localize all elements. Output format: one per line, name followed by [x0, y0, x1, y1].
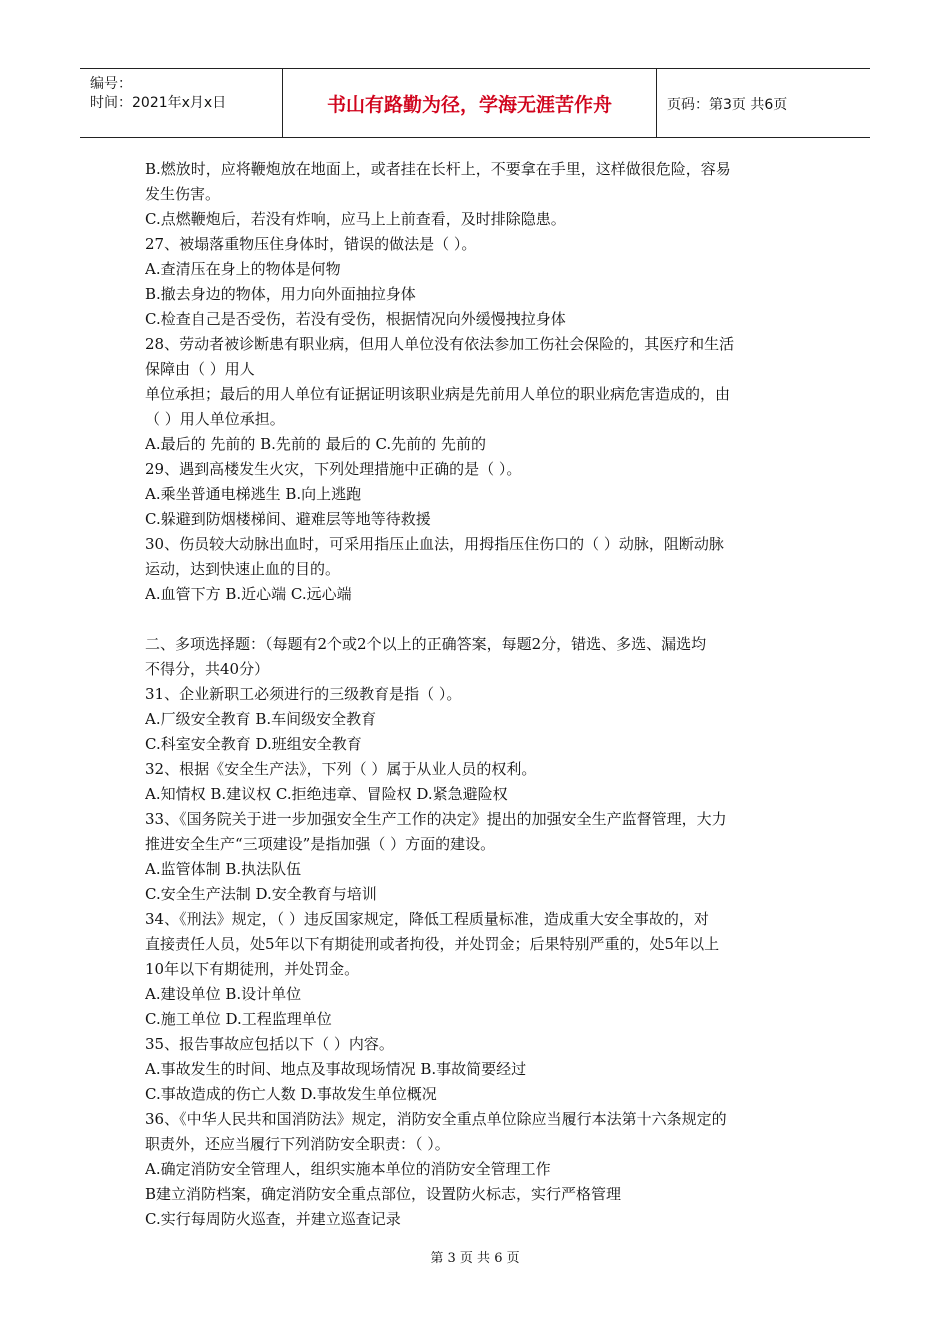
text-line: 28、劳动者被诊断患有职业病，但用人单位没有依法参加工伤社会保险的，其医疗和生活 [145, 335, 735, 353]
document-body [145, 157, 810, 1232]
text-line: A.事故发生的时间、地点及事故现场情况 B.事故简要经过 [145, 1060, 527, 1078]
text-line: A.最后的 先前的 B.先前的 最后的 C.先前的 先前的 [145, 435, 486, 453]
header-motto-cell [283, 69, 657, 137]
text-line: C.点燃鞭炮后，若没有炸响，应马上上前查看，及时排除隐患。 [145, 210, 566, 228]
text-line: 35、报告事故应包括以下（ ）内容。 [145, 1035, 394, 1053]
text-line: C.检查自己是否受伤，若没有受伤，根据情况向外缓慢拽拉身体 [145, 310, 566, 328]
text-line: 保障由（ ）用人 [145, 360, 255, 378]
text-line: 不得分，共40分） [145, 660, 270, 678]
text-line: （ ）用人单位承担。 [145, 410, 285, 428]
header-meta-cell [80, 69, 283, 137]
text-line: 34、《刑法》规定，（ ）违反国家规定，降低工程质量标准，造成重大安全事故的，对 [145, 910, 709, 928]
text-line: C.事故造成的伤亡人数 D.事故发生单位概况 [145, 1085, 437, 1103]
text-line: 30、伤员较大动脉出血时，可采用指压止血法，用拇指压住伤口的（ ）动脉，阻断动脉 [145, 535, 724, 553]
page-header [80, 68, 870, 138]
text-line: A.乘坐普通电梯逃生 B.向上逃跑 [145, 485, 362, 503]
text-line: 二、多项选择题：（每题有2个或2个以上的正确答案，每题2分，错选、多选、漏选均 [145, 635, 707, 653]
text-line: A.血管下方 B.近心端 C.远心端 [145, 585, 352, 603]
header-page-number: 页码：第3页 共6页 [667, 97, 788, 113]
text-line: 10年以下有期徒刑，并处罚金。 [145, 960, 360, 978]
text-line: 27、被塌落重物压住身体时，错误的做法是（ ）。 [145, 235, 477, 253]
text-line: 单位承担；最后的用人单位有证据证明该职业病是先前用人单位的职业病危害造成的，由 [145, 385, 731, 403]
text-line: A.厂级安全教育 B.车间级安全教育 [145, 710, 377, 728]
text-line: A.监管体制 B.执法队伍 [145, 860, 302, 878]
text-line: C.施工单位 D.工程监理单位 [145, 1010, 332, 1028]
text-line: 33、《国务院关于进一步加强安全生产工作的决定》提出的加强安全生产监督管理，大力 [145, 810, 727, 828]
text-line: 32、根据《安全生产法》，下列（ ）属于从业人员的权利。 [145, 760, 537, 778]
text-line: C.实行每周防火巡查，并建立巡查记录 [145, 1210, 401, 1228]
header-page-cell [657, 69, 870, 137]
text-line: 直接责任人员，处5年以下有期徒刑或者拘役，并处罚金；后果特别严重的，处5年以上 [145, 935, 720, 953]
text-line: B建立消防档案，确定消防安全重点部位，设置防火标志，实行严格管理 [145, 1185, 622, 1203]
text-line: 31、企业新职工必须进行的三级教育是指（ ）。 [145, 685, 462, 703]
text-line: C.安全生产法制 D.安全教育与培训 [145, 885, 377, 903]
text-line: 运动，达到快速止血的目的。 [145, 560, 341, 578]
header-motto: 书山有路勤为径，学海无涯苦作舟 [326, 94, 612, 116]
text-line: B.撤去身边的物体，用力向外面抽拉身体 [145, 285, 416, 303]
text-line: 职责外，还应当履行下列消防安全职责：（ ）。 [145, 1135, 450, 1153]
blank-line [145, 607, 810, 632]
text-line: 发生伤害。 [145, 185, 221, 203]
page-footer: 第 3 页 共 6 页 [430, 1251, 520, 1266]
document-date-label: 时间：2021年x月x日 [90, 95, 227, 111]
text-line: A.查清压在身上的物体是何物 [145, 260, 341, 278]
document-number-label: 编号： [90, 76, 132, 92]
text-line: C.科室安全教育 D.班组安全教育 [145, 735, 362, 753]
text-line: 29、遇到高楼发生火灾，下列处理措施中正确的是（ ）。 [145, 460, 522, 478]
text-line: A.建设单位 B.设计单位 [145, 985, 302, 1003]
text-line: B.燃放时，应将鞭炮放在地面上，或者挂在长杆上，不要拿在手里，这样做很危险，容易 [145, 160, 731, 178]
text-line: A.知情权 B.建议权 C.拒绝违章、冒险权 D.紧急避险权 [145, 785, 508, 803]
text-line: 推进安全生产“三项建设”是指加强（ ）方面的建设。 [145, 835, 496, 853]
text-line: C.躲避到防烟楼梯间、避难层等地等待救援 [145, 510, 431, 528]
text-line: A.确定消防安全管理人，组织实施本单位的消防安全管理工作 [145, 1160, 551, 1178]
text-line: 36、《中华人民共和国消防法》规定，消防安全重点单位除应当履行本法第十六条规定的 [145, 1110, 727, 1128]
